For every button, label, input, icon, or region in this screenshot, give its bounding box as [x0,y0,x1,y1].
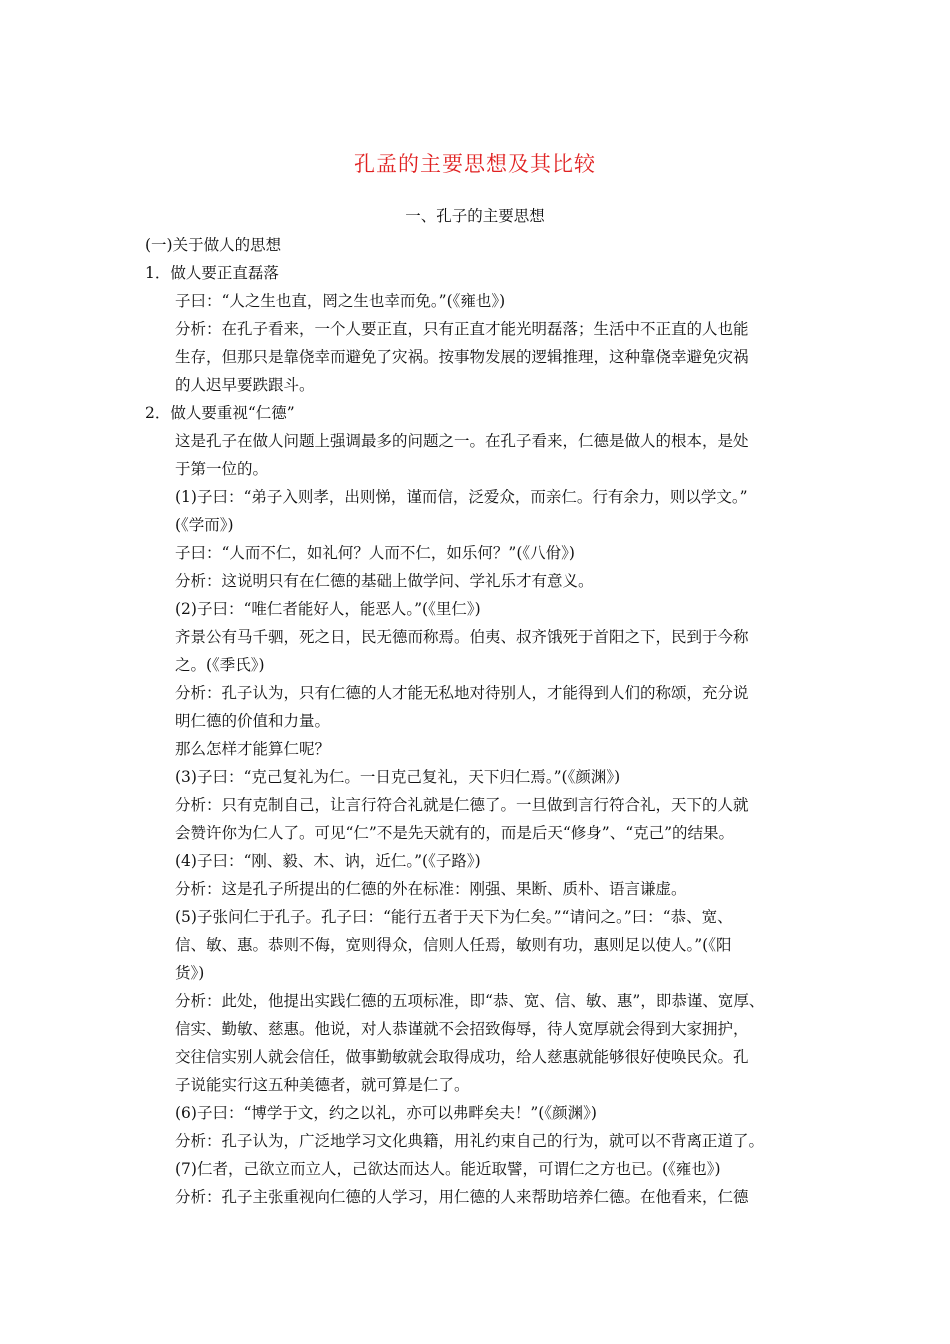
text-line: (一)关于做人的思想 [145,236,282,254]
text-line: 这是孔子在做人问题上强调最多的问题之一。在孔子看来，仁德是做人的根本，是处 [175,432,749,450]
text-line: 生存，但那只是靠侥幸而避免了灾祸。按事物发展的逻辑推理，这种靠侥幸避免灾祸 [175,348,749,366]
text-line: (4)子曰：“刚、毅、木、讷，近仁。”(《子路》) [175,852,481,870]
text-line: (1)子曰：“弟子入则孝，出则悌，谨而信，泛爱众，而亲仁。行有余力，则以学文。” [175,488,748,506]
document-title: 孔孟的主要思想及其比较 [354,152,596,176]
text-line: 子曰：“人而不仁，如礼何？人而不仁，如乐何？”(《八佾》) [175,544,575,562]
section-heading: 一、孔子的主要思想 [405,207,545,225]
text-line: 交往信实别人就会信任，做事勤敏就会取得成功，给人慈惠就能够很好使唤民众。孔 [175,1048,749,1066]
text-line: 1．做人要正直磊落 [145,264,279,282]
text-line: 信、敏、惠。恭则不侮，宽则得众，信则人任焉，敏则有功，惠则足以使人。”(《阳 [175,936,732,954]
text-line: 分析：这是孔子所提出的仁德的外在标准：刚强、果断、质朴、语言谦虚。 [175,880,687,898]
text-line: 分析：孔子主张重视向仁德的人学习，用仁德的人来帮助培养仁德。在他看来，仁德 [175,1188,749,1206]
text-line: 分析：此处，他提出实践仁德的五项标准，即“恭、宽、信、敏、惠”，即恭谨、宽厚、 [175,992,765,1010]
text-line: (7)仁者，己欲立而立人，己欲达而达人。能近取譬，可谓仁之方也已。(《雍也》) [175,1160,721,1178]
text-line: 之。(《季氏》) [175,656,265,674]
text-line: 信实、勤敏、慈惠。他说，对人恭谨就不会招致侮辱，待人宽厚就会得到大家拥护， [175,1020,749,1038]
text-line: 齐景公有马千驷，死之日，民无德而称焉。伯夷、叔齐饿死于首阳之下，民到于今称 [175,628,749,646]
text-line: 分析：只有克制自己，让言行符合礼就是仁德了。一旦做到言行符合礼，天下的人就 [175,796,749,814]
text-line: 2．做人要重视“仁德” [145,404,295,422]
text-line: 分析：在孔子看来，一个人要正直，只有正直才能光明磊落；生活中不正直的人也能 [175,320,749,338]
text-line: 明仁德的价值和力量。 [175,712,331,730]
text-line: (3)子曰：“克己复礼为仁。一日克己复礼，天下归仁焉。”(《颜渊》) [175,768,621,786]
text-line: 子曰：“人之生也直，罔之生也幸而免。”(《雍也》) [175,292,506,310]
text-line: (5)子张问仁于孔子。孔子曰：“能行五者于天下为仁矣。”“请问之。”曰：“恭、宽、 [175,908,733,926]
text-line: 分析：这说明只有在仁德的基础上做学问、学礼乐才有意义。 [175,572,594,590]
text-line: 货》) [175,964,205,982]
text-line: 于第一位的。 [175,460,269,478]
text-line: (6)子曰：“博学于文，约之以礼，亦可以弗畔矣夫！”(《颜渊》) [175,1104,597,1122]
text-line: 子说能实行这五种美德者，就可算是仁了。 [175,1076,470,1094]
text-line: (2)子曰：“唯仁者能好人，能恶人。”(《里仁》) [175,600,481,618]
text-line: 分析：孔子认为，广泛地学习文化典籍，用礼约束自己的行为，就可以不背离正道了。 [175,1132,765,1150]
text-line: 的人迟早要跌跟斗。 [175,376,315,394]
text-line: 那么怎样才能算仁呢？ [175,740,331,758]
text-line: 会赞许你为仁人了。可见“仁”不是先天就有的，而是后天“修身”、“克己”的结果。 [175,824,735,842]
text-line: 分析：孔子认为，只有仁德的人才能无私地对待别人，才能得到人们的称颂，充分说 [175,684,749,702]
text-line: (《学而》) [175,516,234,534]
